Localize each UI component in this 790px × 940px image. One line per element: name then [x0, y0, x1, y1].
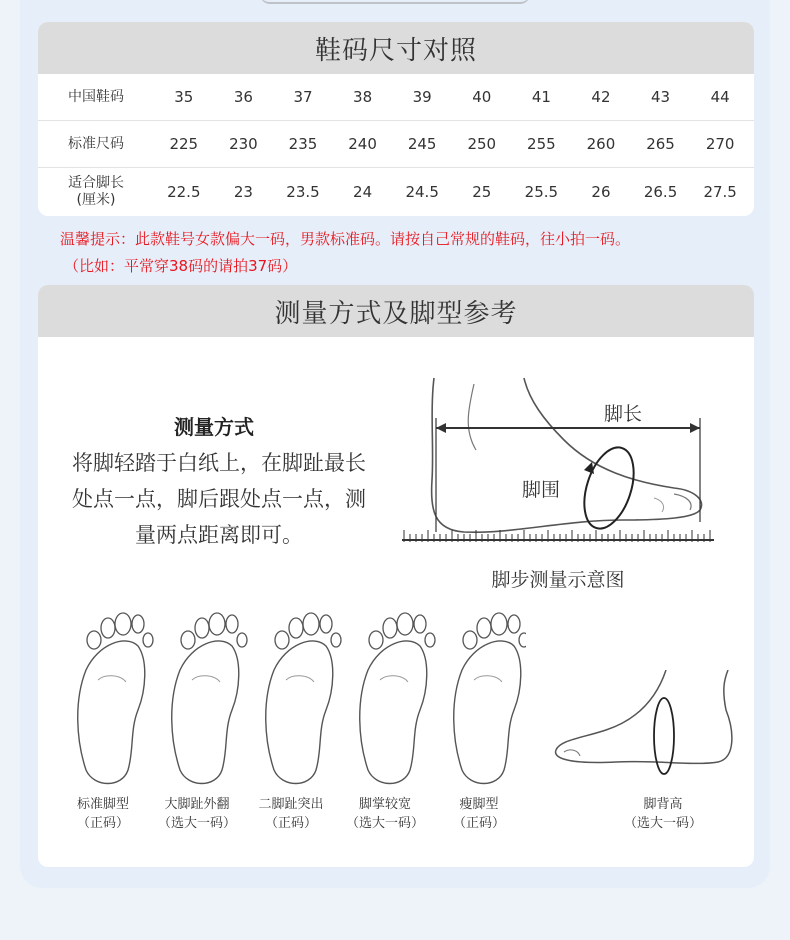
table-cell: 240	[348, 135, 377, 153]
table-cell: 42	[591, 88, 611, 106]
foot-girth-label: 脚围	[522, 479, 561, 501]
table-row-standard-size	[38, 121, 754, 168]
foot-type-name: 脚掌较宽	[358, 797, 411, 812]
size-chart-title: 鞋码尺寸对照	[38, 22, 754, 74]
foot-type-advice: （正码）	[452, 816, 505, 831]
table-cell: 40	[472, 88, 492, 106]
table-cell: 25.5	[524, 183, 559, 201]
table-cell: 41	[531, 88, 551, 106]
instep-name: 脚背高	[643, 797, 683, 812]
table-cell: 245	[407, 135, 437, 153]
top-decoration	[260, 0, 530, 4]
table-cell: 44	[710, 88, 730, 106]
diagram-caption: 脚步测量示意图	[491, 569, 625, 591]
table-cell: 25	[472, 183, 492, 201]
table-cell: 250	[467, 135, 497, 153]
foot-bunion	[172, 613, 247, 784]
table-cell: 235	[288, 135, 318, 153]
foot-type-name: 瘦脚型	[459, 797, 499, 812]
measure-title: 测量方式及脚型参考	[38, 285, 754, 337]
table-cell: 270	[705, 135, 735, 153]
row-label: 中国鞋码	[68, 88, 124, 105]
table-cell: 26.5	[643, 183, 678, 201]
table-cell: 27.5	[703, 183, 737, 201]
table-cell: 39	[412, 88, 432, 106]
method-title: 测量方式	[174, 415, 254, 439]
table-cell: 22.5	[167, 183, 201, 201]
foot-type-name: 二脚趾突出	[258, 797, 324, 812]
instep-advice: （选大一码）	[623, 816, 702, 831]
foot-type-advice: （选大一码）	[345, 816, 424, 831]
foot-type-advice: （正码）	[264, 816, 317, 831]
row-label-unit: (厘米)	[76, 192, 116, 208]
foot-type-name: 标准脚型	[76, 797, 129, 812]
table-cell: 43	[651, 88, 671, 106]
foot-standard	[78, 613, 153, 784]
table-cell: 225	[169, 135, 199, 153]
foot-type-item	[150, 795, 244, 833]
table-cell: 230	[229, 135, 258, 153]
table-cell: 24.5	[405, 183, 439, 201]
table-cell: 255	[527, 135, 556, 153]
size-chart-card	[38, 22, 754, 216]
foot-type-advice: （正码）	[76, 816, 129, 831]
foot-wide	[360, 613, 435, 784]
table-cell: 35	[174, 88, 194, 106]
foot-second-toe	[266, 613, 341, 784]
size-tip	[60, 226, 760, 280]
foot-type-item	[56, 795, 150, 833]
instep-illustration	[546, 670, 746, 790]
method-line: 将脚轻踏于白纸上，在脚趾最长	[72, 451, 366, 475]
instep-label	[608, 795, 718, 833]
table-cell: 24	[353, 183, 373, 201]
foot-type-item	[432, 795, 526, 833]
foot-type-name: 大脚趾外翻	[164, 797, 230, 812]
table-cell: 38	[353, 88, 373, 106]
foot-length-label: 脚长	[604, 403, 643, 425]
table-cell: 265	[646, 135, 675, 153]
table-row-cn-size	[38, 74, 754, 121]
tip-line-2: （比如：平常穿38码的请拍37码）	[64, 257, 298, 275]
table-cell: 23	[233, 183, 253, 201]
table-cell: 26	[591, 183, 611, 201]
foot-slim	[454, 613, 526, 784]
table-cell: 36	[233, 88, 253, 106]
foot-type-advice: （选大一码）	[157, 816, 236, 831]
method-description	[48, 445, 390, 553]
method-line: 量两点距离即可。	[135, 523, 303, 547]
table-row-foot-length	[38, 168, 754, 216]
foot-measure-diagram	[394, 370, 724, 560]
measure-card	[38, 285, 754, 867]
method-line: 处点一点，脚后跟处点一点，测	[72, 487, 366, 511]
row-label	[38, 175, 154, 209]
table-cell: 260	[586, 135, 616, 153]
foot-types-illustration	[56, 610, 526, 790]
table-cell: 37	[293, 88, 313, 106]
foot-type-item	[244, 795, 338, 833]
tip-line-1: 温馨提示：此款鞋号女款偏大一码，男款标准码。请按自己常规的鞋码，往小拍一码。	[60, 230, 631, 248]
row-label-main: 适合脚长	[68, 175, 124, 191]
foot-type-labels	[56, 795, 526, 833]
foot-type-item	[338, 795, 432, 833]
table-cell: 23.5	[286, 183, 320, 201]
row-label: 标准尺码	[68, 135, 124, 152]
